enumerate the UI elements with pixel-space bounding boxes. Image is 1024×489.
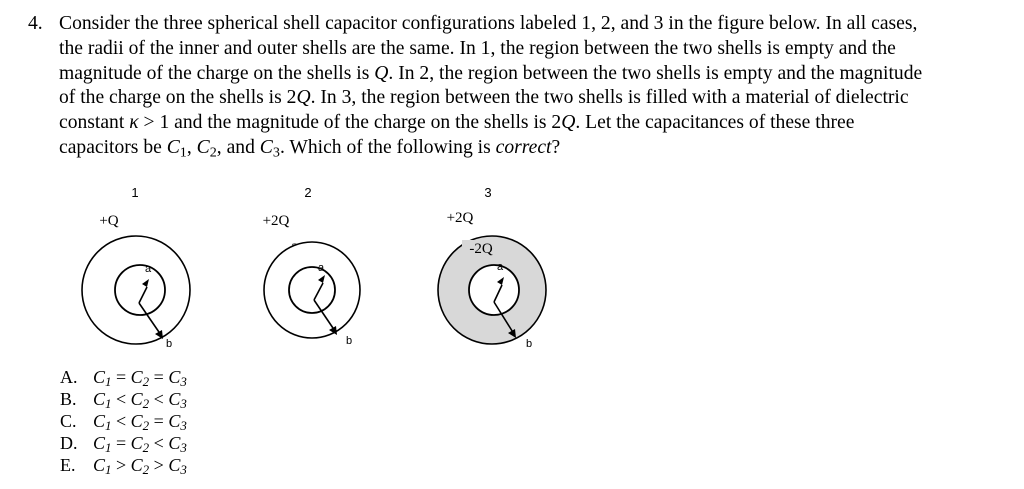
- choice-b-expression: $C_1 < C_2 < C_3$: [93, 389, 187, 412]
- choice-c-expression: $C_1 < C_2 = C_3$: [93, 411, 187, 434]
- capacitor-1-outer-charge: +Q: [99, 213, 119, 229]
- choice-d[interactable]: [60, 432, 187, 454]
- choice-b-letter: B.: [60, 389, 77, 409]
- capacitor-3-a-label: a: [497, 261, 504, 273]
- question-line-1: Consider the three spherical shell capacitor configurations labeled 1, 2, and 3 in the figure below. In all cases,: [59, 13, 918, 34]
- capacitor-2-label: 2: [304, 185, 312, 200]
- capacitor-1-inner-shell: [115, 265, 165, 315]
- choice-d-letter: D.: [60, 433, 78, 453]
- choice-e[interactable]: [60, 454, 187, 476]
- choice-a-letter: A.: [60, 367, 78, 387]
- capacitor-1-label: 1: [131, 185, 139, 200]
- choice-a[interactable]: [60, 366, 187, 388]
- question-line-6: capacitors be $C_1$, $C_2$, and $C_3$. Which of the following is correct?: [59, 137, 561, 161]
- choice-d-expression: $C_1 = C_2 < C_3$: [93, 433, 187, 456]
- capacitor-3-outer-charge: +2Q: [446, 210, 474, 226]
- capacitor-2-b-label: b: [346, 335, 353, 347]
- choice-c-letter: C.: [60, 411, 77, 431]
- capacitor-3-inner-charge: -2Q: [469, 241, 493, 257]
- choice-c[interactable]: [60, 410, 187, 432]
- choice-a-expression: $C_1 = C_2 = C_3$: [93, 367, 187, 390]
- choice-e-expression: $C_1 > C_2 > C_3$: [93, 455, 187, 478]
- question-number: 4.: [28, 13, 43, 34]
- capacitor-3-b-label: b: [526, 338, 533, 350]
- question-line-5: constant κ > 1 and the magnitude of the charge on the shells is 2Q. Let the capacitances of these three: [59, 112, 855, 134]
- capacitor-2: [263, 185, 360, 347]
- capacitor-1-b-label: b: [166, 338, 173, 350]
- question-line-2: the radii of the inner and outer shells are the same. In 1, the region between the two shells is empty and the: [59, 37, 896, 59]
- capacitor-1: [82, 185, 190, 350]
- capacitor-2-outer-charge: +2Q: [262, 213, 290, 229]
- capacitor-3: [438, 185, 546, 350]
- capacitor-1-a-label: a: [145, 263, 152, 275]
- question-line-4: of the charge on the shells is 2Q. In 3, the region between the two shells is filled with a material of dielectric: [59, 87, 909, 109]
- capacitor-2-inner-shell: [289, 267, 335, 313]
- choice-e-letter: E.: [60, 455, 76, 475]
- capacitor-3-inner-shell: [469, 265, 519, 315]
- capacitor-3-label: 3: [484, 185, 492, 200]
- question-line-3: magnitude of the charge on the shells is Q. In 2, the region between the two shells is empty and the magnitude: [59, 62, 923, 84]
- capacitor-2-a-label: a: [318, 262, 325, 274]
- choice-b[interactable]: [60, 388, 187, 410]
